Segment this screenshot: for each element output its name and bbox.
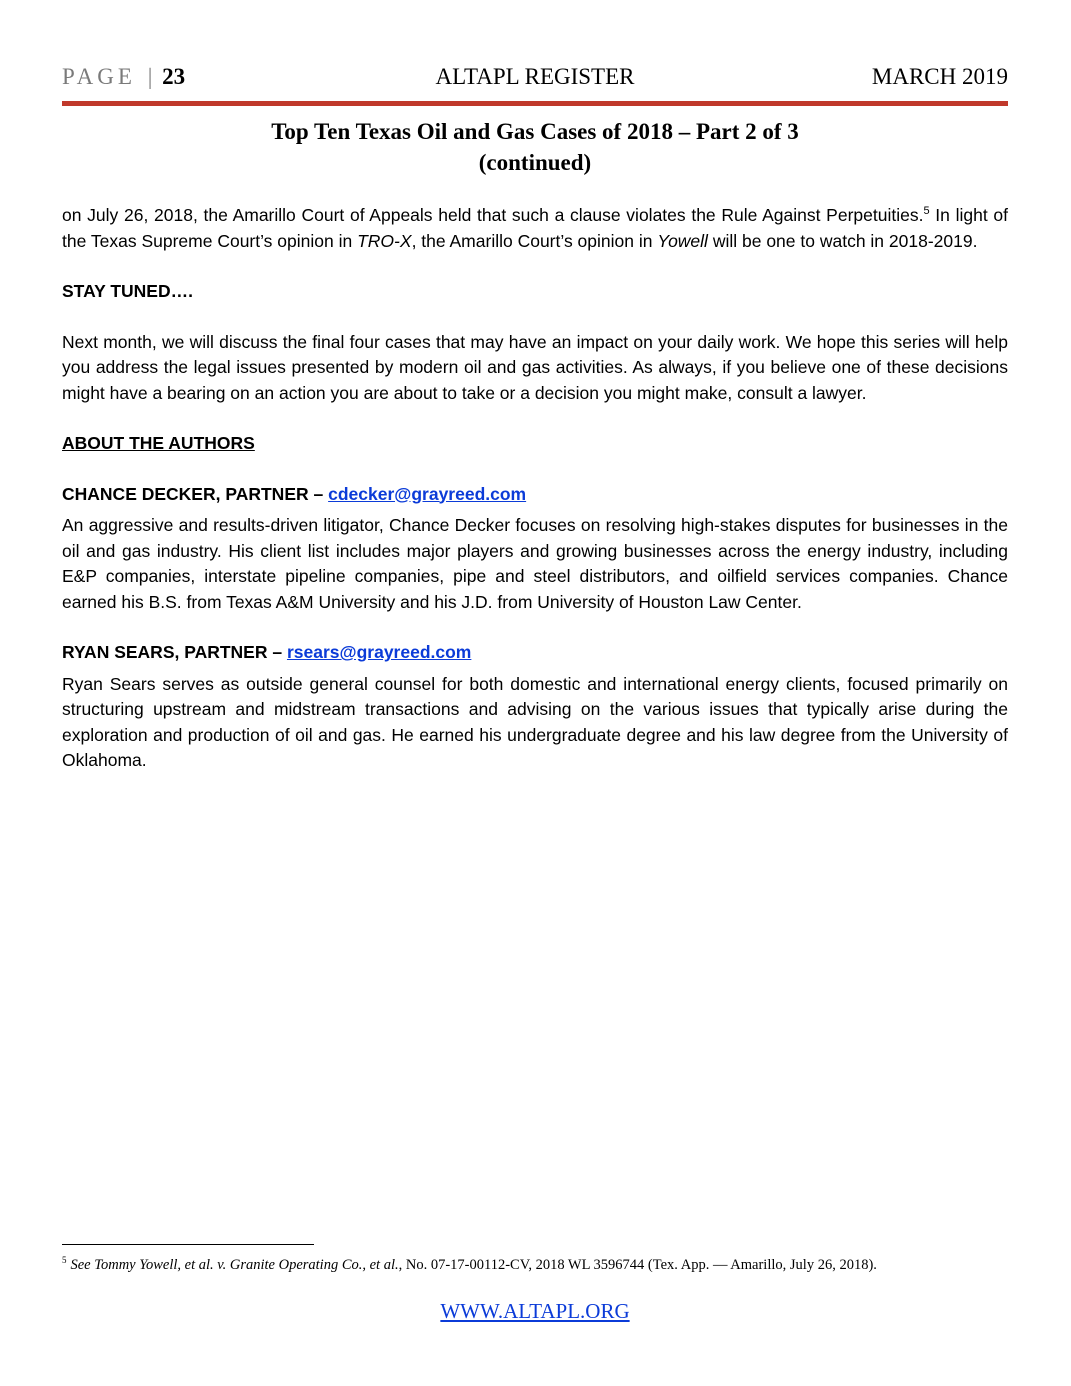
- author-bio-decker: An aggressive and results-driven litigator, Chance Decker focuses on resolving high-stakes disputes for businesses in the oil and gas industry. His client list includes major players and growing businesses across the energy industry, including E&P companies, interstate pipeline companies, pipe and steel distributors, and oilfield services companies. Chance earned his B.S. from Texas A&M University and his J.D. from University of Houston Law Center.: [62, 515, 1008, 612]
- article-title-block: [62, 116, 1008, 178]
- header-rule: [62, 101, 1008, 106]
- about-authors-heading: ABOUT THE AUTHORS: [62, 433, 255, 453]
- footnote-case-name: Tommy Yowell, et al. v. Granite Operating Co., et al.: [94, 1257, 399, 1273]
- website-link[interactable]: WWW.ALTAPL.ORG: [440, 1299, 630, 1323]
- author-bio-sears: Ryan Sears serves as outside general counsel for both domestic and international energy clients, focused primarily on structuring upstream and midstream transactions and advising on the various issues that typically arise during the exploration and production of oil and gas. He earned his undergraduate degree and his law degree from the University of Oklahoma.: [62, 673, 1008, 770]
- email-link-sears[interactable]: rsears@grayreed.com: [286, 642, 472, 662]
- footer: [62, 1299, 1008, 1324]
- page-number: 23: [162, 64, 186, 89]
- footnote-ref[interactable]: 5: [923, 205, 930, 218]
- page-label-text: PAGE: [62, 64, 136, 89]
- paragraph-next-month: Next month, we will discuss the final four cases that may have an impact on your daily work. We hope this series will help you address the legal issues presented by modern oil and gas activities. As always, if you believe one of these decisions might have a bearing on an action you are about to take or a decision you might make, consult a lawyer.: [62, 331, 1008, 403]
- stay-tuned-heading: STAY TUNED….: [62, 281, 193, 301]
- footnote-divider: [62, 1244, 314, 1245]
- case-name-trox: TRO-X: [357, 230, 412, 251]
- footnote-number: 5: [62, 1255, 67, 1266]
- footnote: $^5$ See Tommy Yowell, et al. v. Granite Operating Co., et al., No. 07-17-00112-CV, 2018 WL 3596744 (Tex. App. — Amarillo, July 26, 2018).: [62, 1255, 877, 1273]
- page-separator: |: [147, 64, 153, 89]
- author-heading-sears: RYAN SEARS, PARTNER – rsears@grayreed.com: [62, 642, 472, 662]
- paragraph-continued: on July 26, 2018, the Amarillo Court of Appeals held that such a clause violates the Rule Against Perpetuities.$^5$ In light of the Texas Supreme Court’s opinion in TRO-X, the Amarillo Court’s opinion in Yowell will be one to watch in 2018-2019.: [62, 205, 1008, 251]
- issue-date: MARCH 2019: [871, 64, 1008, 89]
- case-name-yowell: Yowell: [657, 230, 708, 251]
- footnote-citation: , No. 07-17-00112-CV, 2018 WL 3596744 (Tex. App. — Amarillo, July 26, 2018).: [398, 1257, 877, 1273]
- page-header: [62, 62, 1008, 94]
- article-body: [62, 203, 1008, 774]
- publication-name: ALTAPL REGISTER: [435, 64, 635, 89]
- article-title: Top Ten Texas Oil and Gas Cases of 2018 – Part 2 of 3: [271, 119, 799, 144]
- article-subtitle: (continued): [478, 150, 592, 175]
- email-link-decker[interactable]: cdecker@grayreed.com: [328, 483, 527, 504]
- author-heading-decker: CHANCE DECKER, PARTNER – cdecker@grayreed.com: [62, 483, 527, 504]
